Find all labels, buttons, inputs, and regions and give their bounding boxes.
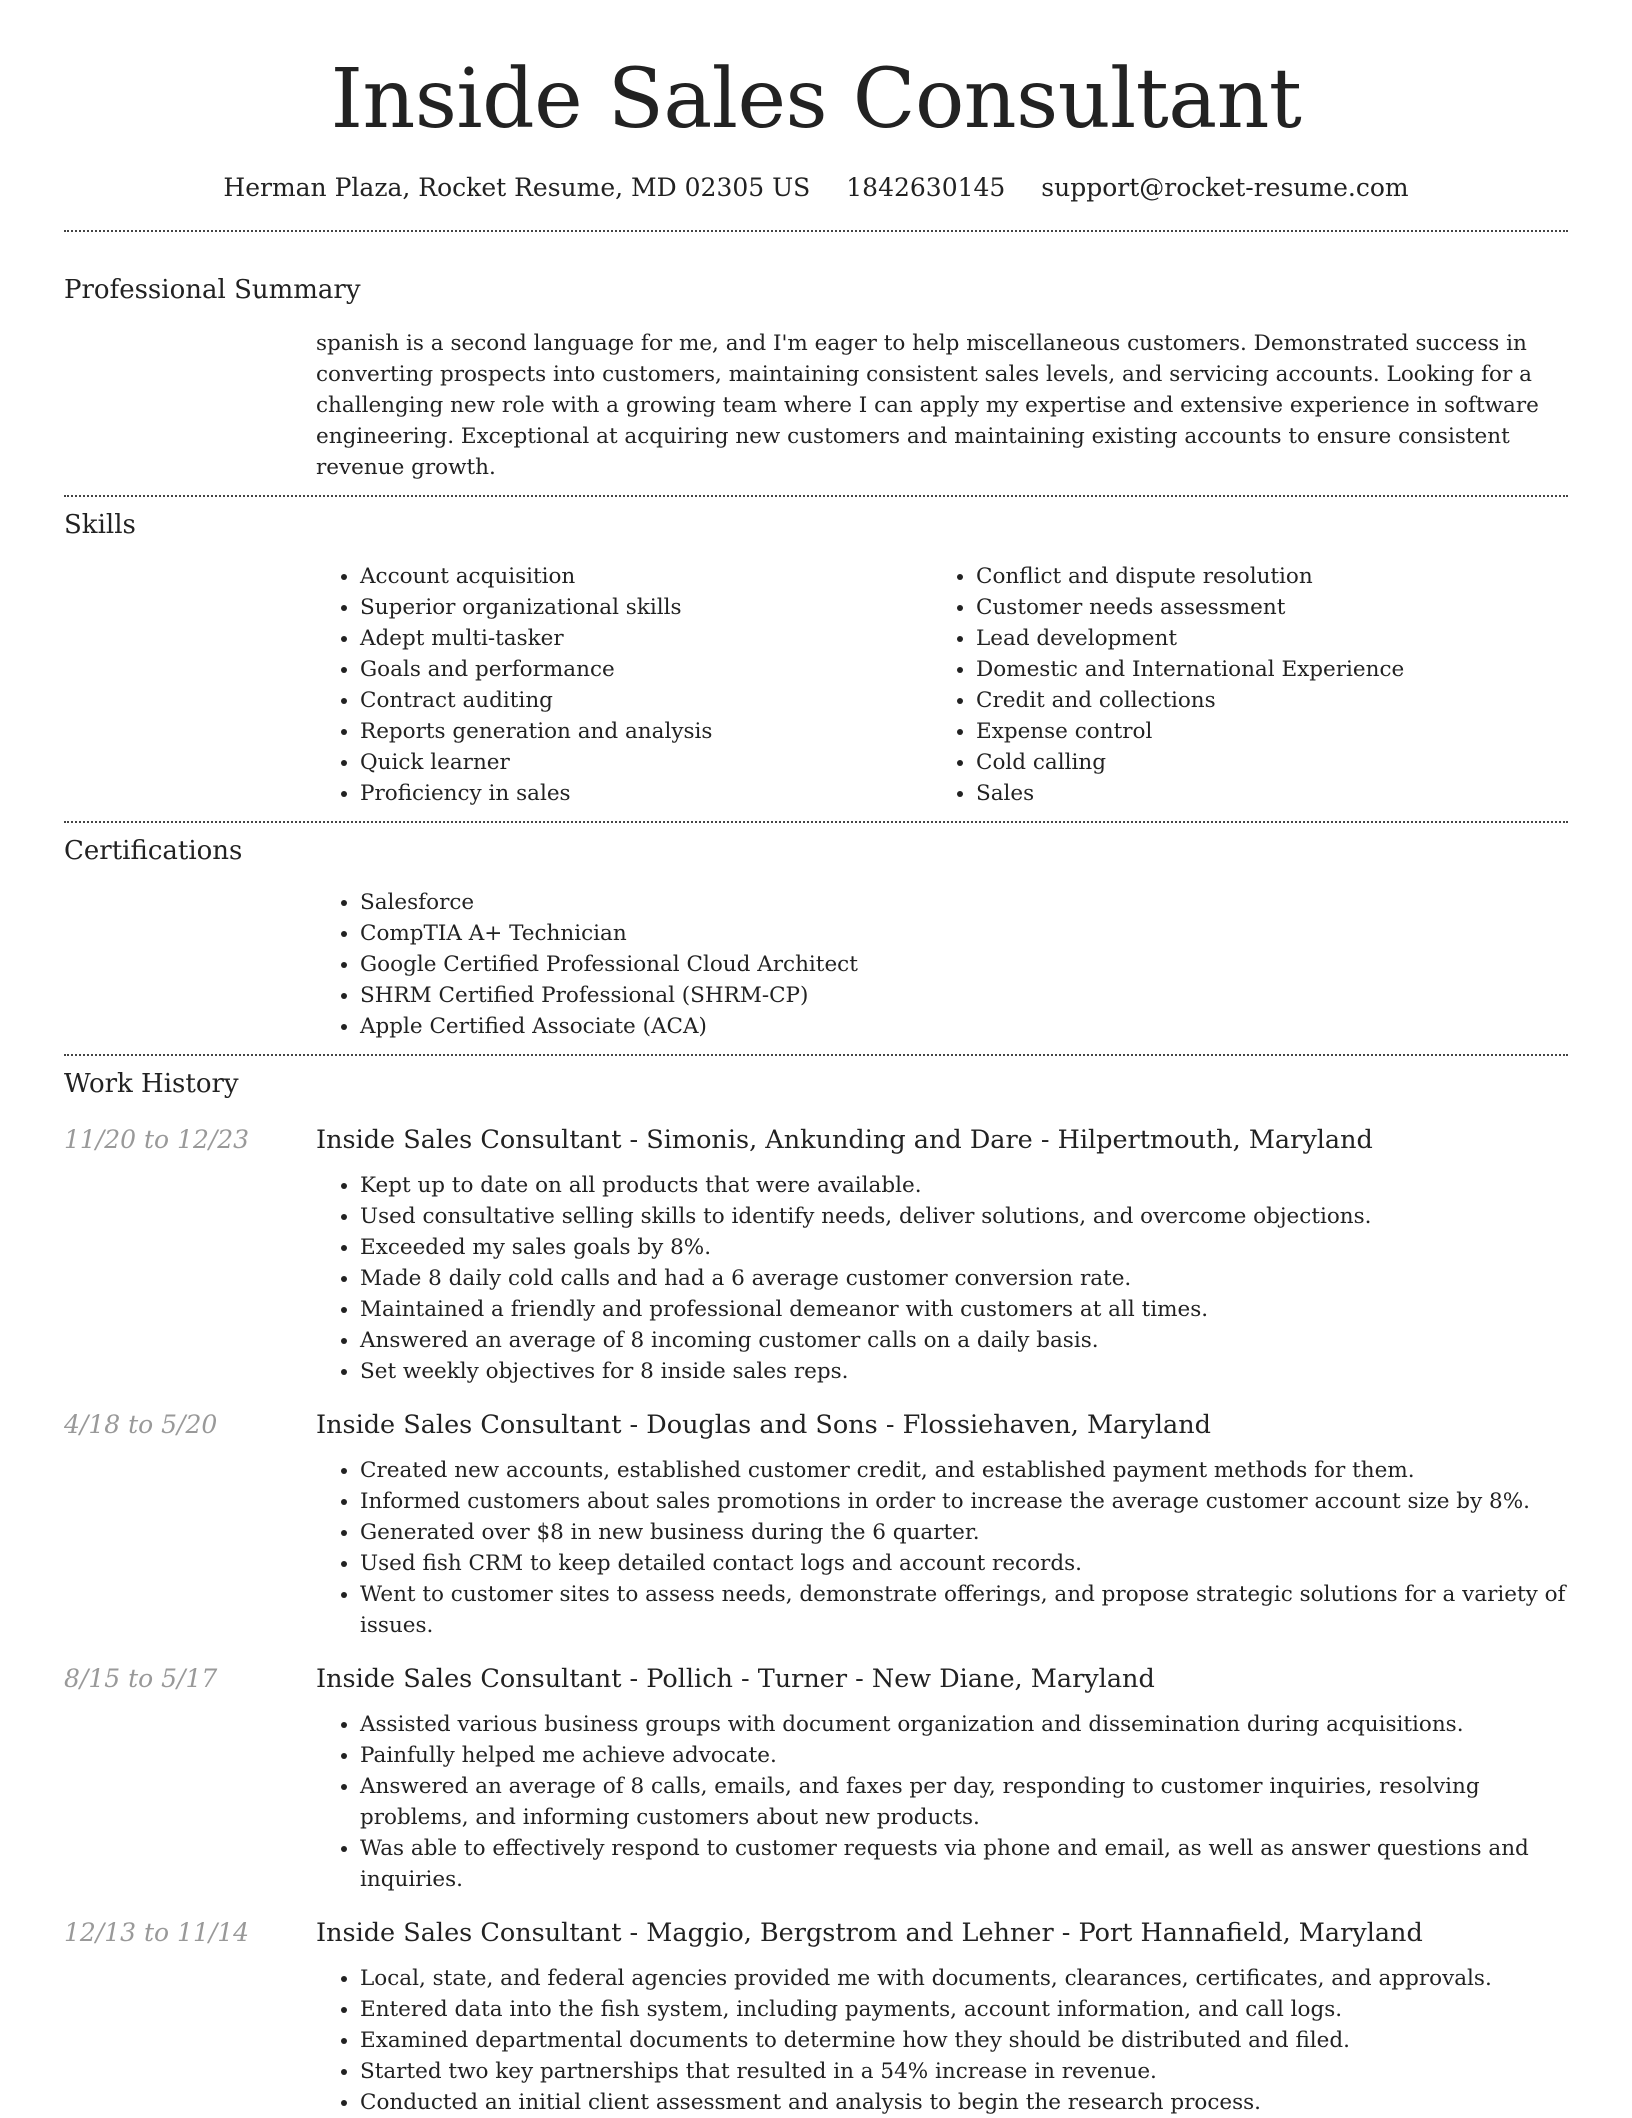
job-bullet: • Used consultative selling skills to identify needs, deliver solutions, and overcome objections. (360, 1201, 1568, 1232)
job-title: Inside Sales Consultant - Douglas and Sons - Flossiehaven, Maryland (316, 1410, 1211, 1440)
section-divider (64, 230, 1568, 232)
job-bullet: • Conducted an initial client assessment and analysis to begin the research process. (360, 2087, 1568, 2118)
section-divider (64, 821, 1568, 823)
skill-item: • Cold calling (976, 747, 1548, 778)
job-bullet: • Painfully helped me achieve advocate. (360, 1740, 1568, 1771)
job-bullet: • Made 8 daily cold calls and had a 6 average customer conversion rate. (360, 1263, 1568, 1294)
job-bullet: • Created new accounts, established customer credit, and established payment methods for them. (360, 1455, 1568, 1486)
skill-item: • Goals and performance (360, 654, 932, 685)
certification-item: • Salesforce (360, 887, 1568, 918)
work-history-heading: Work History (64, 1069, 239, 1099)
job-bullet: • Answered an average of 8 incoming customer calls on a daily basis. (360, 1325, 1568, 1356)
skill-item: • Superior organizational skills (360, 592, 932, 623)
contact-address: Herman Plaza, Rocket Resume, MD 02305 US (223, 173, 811, 202)
certifications-heading: Certifications (64, 836, 243, 866)
skill-item: • Expense control (976, 716, 1548, 747)
job-bullet: • Started two key partnerships that resulted in a 54% increase in revenue. (360, 2056, 1568, 2087)
job-dates: 8/15 to 5/17 (64, 1664, 218, 1693)
skill-item: • Lead development (976, 623, 1548, 654)
skill-item: • Reports generation and analysis (360, 716, 932, 747)
skill-item: • Account acquisition (360, 561, 932, 592)
job-bullet: • Kept up to date on all products that were available. (360, 1170, 1568, 1201)
job-bullet: • Maintained a friendly and professional demeanor with customers at all times. (360, 1294, 1568, 1325)
skill-item: • Conflict and dispute resolution (976, 561, 1548, 592)
job-bullet: • Went to customer sites to assess needs, demonstrate offerings, and propose strategic solutions for a variety of issues. (360, 1579, 1568, 1641)
job-entry (64, 1407, 1568, 1641)
skills-column-left (316, 561, 932, 809)
skill-item: • Adept multi-tasker (360, 623, 932, 654)
skill-item: • Sales (976, 778, 1548, 809)
job-dates: 4/18 to 5/20 (64, 1410, 218, 1439)
section-divider (64, 1054, 1568, 1056)
job-bullet: • Generated over $8 in new business during the 6 quarter. (360, 1517, 1568, 1548)
job-bullet: • Answered an average of 8 calls, emails, and faxes per day, responding to customer inquiries, resolving problems, and informing customers about new products. (360, 1771, 1568, 1833)
job-entry (64, 1661, 1568, 1895)
job-dates: 11/20 to 12/23 (64, 1125, 250, 1154)
job-bullet: • Set weekly objectives for 8 inside sales reps. (360, 1356, 1568, 1387)
job-bullet: • Exceeded my sales goals by 8%. (360, 1232, 1568, 1263)
summary-heading: Professional Summary (64, 275, 361, 305)
skill-item: • Domestic and International Experience (976, 654, 1548, 685)
certification-item: • CompTIA A+ Technician (360, 918, 1568, 949)
resume-name-heading: Inside Sales Consultant (330, 52, 1302, 147)
job-bullet: • Assisted various business groups with document organization and dissemination during acquisitions. (360, 1709, 1568, 1740)
job-bullet: • Entered data into the fish system, including payments, account information, and call logs. (360, 1994, 1568, 2025)
job-dates: 12/13 to 11/14 (64, 1918, 250, 1947)
job-entry (64, 1915, 1568, 2118)
skill-item: • Credit and collections (976, 685, 1548, 716)
certification-item: • Google Certified Professional Cloud Architect (360, 949, 1568, 980)
job-entry (64, 1122, 1568, 1387)
skill-item: • Contract auditing (360, 685, 932, 716)
skill-item: • Proficiency in sales (360, 778, 932, 809)
contact-line (0, 170, 1632, 206)
skills-list (316, 561, 1568, 809)
job-title: Inside Sales Consultant - Simonis, Ankunding and Dare - Hilpertmouth, Maryland (316, 1125, 1373, 1155)
contact-email: support@rocket-resume.com (1041, 173, 1409, 202)
skill-item: • Quick learner (360, 747, 932, 778)
skill-item: • Customer needs assessment (976, 592, 1548, 623)
job-bullet: • Examined departmental documents to determine how they should be distributed and filed. (360, 2025, 1568, 2056)
job-title: Inside Sales Consultant - Maggio, Bergstrom and Lehner - Port Hannafield, Maryland (316, 1918, 1423, 1948)
job-bullet: • Local, state, and federal agencies provided me with documents, clearances, certificates, and approvals. (360, 1963, 1568, 1994)
summary-text: spanish is a second language for me, and I'm eager to help miscellaneous customers. Demonstrated success in converting prospects into customers, maintaining consistent sales levels, and servicing accounts. Looking for a challenging new role with a growing team where I can apply my expertise and extensive experience in software engineering. Exceptional at acquiring new customers and maintaining existing accounts to ensure consistent revenue growth. (316, 331, 1539, 480)
certification-item: • SHRM Certified Professional (SHRM-CP) (360, 980, 1568, 1011)
skills-column-right (932, 561, 1548, 809)
skills-heading: Skills (64, 510, 136, 540)
contact-phone: 1842630145 (846, 173, 1006, 202)
job-title: Inside Sales Consultant - Pollich - Turner - New Diane, Maryland (316, 1664, 1155, 1694)
job-bullet: • Used fish CRM to keep detailed contact logs and account records. (360, 1548, 1568, 1579)
job-bullet: • Was able to effectively respond to customer requests via phone and email, as well as answer questions and inquiries. (360, 1833, 1568, 1895)
section-divider (64, 495, 1568, 497)
certification-item: • Apple Certified Associate (ACA) (360, 1011, 1568, 1042)
job-bullet: • Informed customers about sales promotions in order to increase the average customer account size by 8%. (360, 1486, 1568, 1517)
certifications-list (316, 887, 1568, 1042)
